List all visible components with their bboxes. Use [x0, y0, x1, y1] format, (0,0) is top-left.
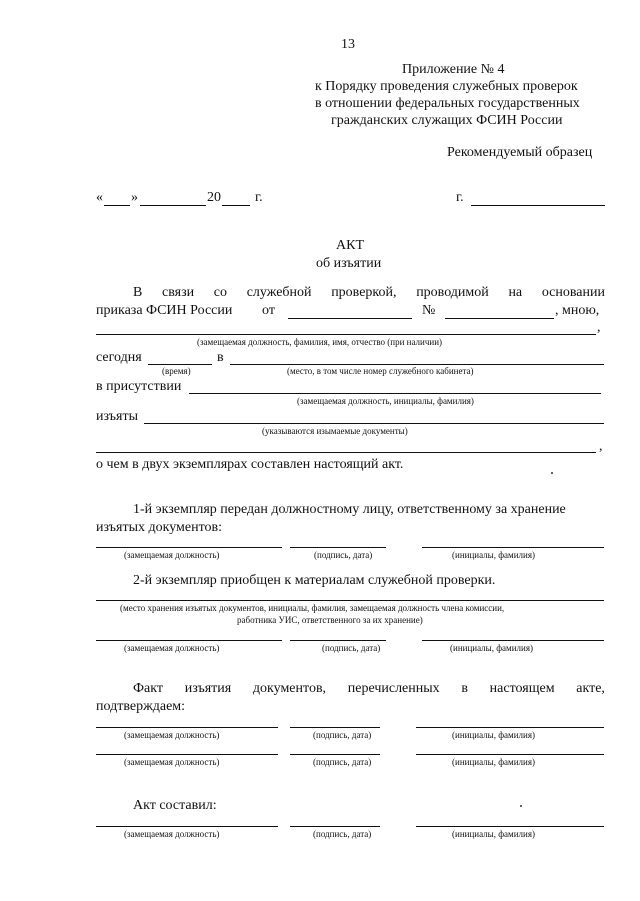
day-field[interactable]: [104, 205, 130, 206]
time-field[interactable]: [148, 364, 212, 365]
appendix-number: Приложение № 4: [402, 62, 505, 77]
copy1-position-caption: (замещаемая должность): [124, 550, 220, 560]
witness1-signature-caption: (подпись, дата): [313, 730, 372, 740]
place-field[interactable]: [230, 364, 604, 365]
witness2-signature-field[interactable]: [290, 754, 380, 755]
intro-word: основании: [541, 285, 605, 300]
copy2-signature-caption: (подпись, дата): [322, 643, 381, 653]
scan-speck: [551, 472, 553, 474]
copy2-storage-caption-2: работника УИС, ответственного за их хранение): [237, 615, 423, 625]
order-number-field[interactable]: [445, 318, 554, 319]
today-label: сегодня: [96, 350, 142, 365]
confirm-word: изъятия: [184, 681, 232, 696]
confirm-word: Факт: [133, 681, 164, 696]
seized-documents-field-2[interactable]: [96, 452, 596, 453]
intro-word: служебной: [246, 285, 312, 300]
confirm-line-2: подтверждаем:: [96, 699, 186, 714]
page-number: 13: [341, 37, 355, 52]
presence-caption: (замещаемая должность, инициалы, фамилия): [297, 396, 474, 406]
copy2-storage-field[interactable]: [96, 600, 604, 601]
seized-documents-field[interactable]: [144, 423, 604, 424]
close-quote: »: [131, 190, 138, 205]
copies-statement: о чем в двух экземплярах составлен настоящий акт.: [96, 457, 404, 472]
intro-word: проводимой: [416, 285, 489, 300]
recommended-sample: Рекомендуемый образец: [447, 145, 593, 160]
copy1-name-field[interactable]: [422, 547, 604, 548]
time-caption: (время): [162, 366, 191, 376]
copy1-line-1: 1-й экземпляр передан должностному лицу, ответственному за хранение: [133, 502, 566, 517]
copy1-line-2: изъятых документов:: [96, 520, 223, 535]
witness2-position-caption: (замещаемая должность): [124, 757, 220, 767]
copy2-name-caption: (инициалы, фамилия): [450, 643, 533, 653]
confirm-line-1: [133, 681, 605, 697]
copy2-position-caption: (замещаемая должность): [124, 643, 220, 653]
intro-word: со: [213, 285, 228, 300]
city-field[interactable]: [471, 205, 605, 206]
presence-label: в присутствии: [96, 379, 182, 394]
act-title: АКТ: [336, 238, 364, 253]
official-caption: (замещаемая должность, фамилия, имя, отчество (при наличии): [197, 337, 443, 347]
comma: ,: [599, 439, 603, 454]
witness2-signature-caption: (подпись, дата): [313, 757, 372, 767]
witness1-signature-field[interactable]: [290, 727, 380, 728]
copy1-signature-caption: (подпись, дата): [314, 550, 373, 560]
presence-field[interactable]: [189, 393, 601, 394]
composer-signature-field[interactable]: [290, 826, 380, 827]
composer-signature-caption: (подпись, дата): [313, 829, 372, 839]
copy1-signature-field[interactable]: [290, 547, 386, 548]
copy2-storage-caption-1: (место хранения изъятых документов, инициалы, фамилия, замещаемая должность члена комиссии,: [120, 603, 505, 613]
copy1-position-field[interactable]: [96, 547, 282, 548]
seized-caption: (указываются изымаемые документы): [262, 426, 408, 436]
witness1-position-field[interactable]: [96, 727, 278, 728]
appendix-line-4: гражданских служащих ФСИН России: [331, 113, 563, 128]
seized-label: изъяты: [96, 409, 138, 424]
witness1-name-caption: (инициалы, фамилия): [452, 730, 535, 740]
copy2-signature-field[interactable]: [290, 640, 386, 641]
copy2-line-1: 2-й экземпляр приобщен к материалам служебной проверки.: [133, 573, 496, 588]
witness1-position-caption: (замещаемая должность): [124, 730, 220, 740]
year-suffix: г.: [255, 190, 263, 205]
composer-name-caption: (инициалы, фамилия): [452, 829, 535, 839]
witness1-name-field[interactable]: [416, 727, 604, 728]
witness2-position-field[interactable]: [96, 754, 278, 755]
confirm-word: перечисленных: [347, 681, 440, 696]
act-subtitle: об изъятии: [316, 256, 382, 271]
confirm-word: акте,: [576, 681, 605, 696]
composer-position-caption: (замещаемая должность): [124, 829, 220, 839]
in-label: в: [217, 350, 224, 365]
intro-word: проверкой,: [331, 285, 397, 300]
appendix-line-2: к Порядку проведения служебных проверок: [315, 79, 578, 94]
composed-label: Акт составил:: [133, 798, 217, 813]
confirm-word: настоящем: [489, 681, 555, 696]
order-number-label: №: [422, 303, 436, 318]
order-prefix: приказа ФСИН России: [96, 303, 233, 318]
composer-position-field[interactable]: [96, 826, 278, 827]
place-caption: (место, в том числе номер служебного кабинета): [287, 366, 474, 376]
intro-word: на: [508, 285, 523, 300]
by-me-label: , мною,: [555, 303, 600, 318]
intro-word: связи: [162, 285, 195, 300]
month-field[interactable]: [140, 205, 206, 206]
witness2-name-caption: (инициалы, фамилия): [452, 757, 535, 767]
comma: ,: [597, 320, 601, 335]
copy1-name-caption: (инициалы, фамилия): [452, 550, 535, 560]
intro-word: В: [133, 285, 143, 300]
city-prefix: г.: [456, 190, 464, 205]
composer-name-field[interactable]: [416, 826, 604, 827]
appendix-line-3: в отношении федеральных государственных: [315, 96, 580, 111]
copy2-name-field[interactable]: [422, 640, 604, 641]
order-date-field[interactable]: [288, 318, 412, 319]
year-field[interactable]: [222, 205, 250, 206]
order-from-label: от: [262, 303, 275, 318]
intro-line-1: [133, 285, 605, 301]
confirm-word: в: [461, 681, 468, 696]
official-field[interactable]: [96, 334, 596, 335]
confirm-word: документов,: [252, 681, 327, 696]
witness2-name-field[interactable]: [416, 754, 604, 755]
copy2-position-field[interactable]: [96, 640, 282, 641]
scan-speck: [520, 805, 522, 807]
year-prefix: 20: [207, 190, 221, 205]
open-quote: «: [96, 190, 103, 205]
